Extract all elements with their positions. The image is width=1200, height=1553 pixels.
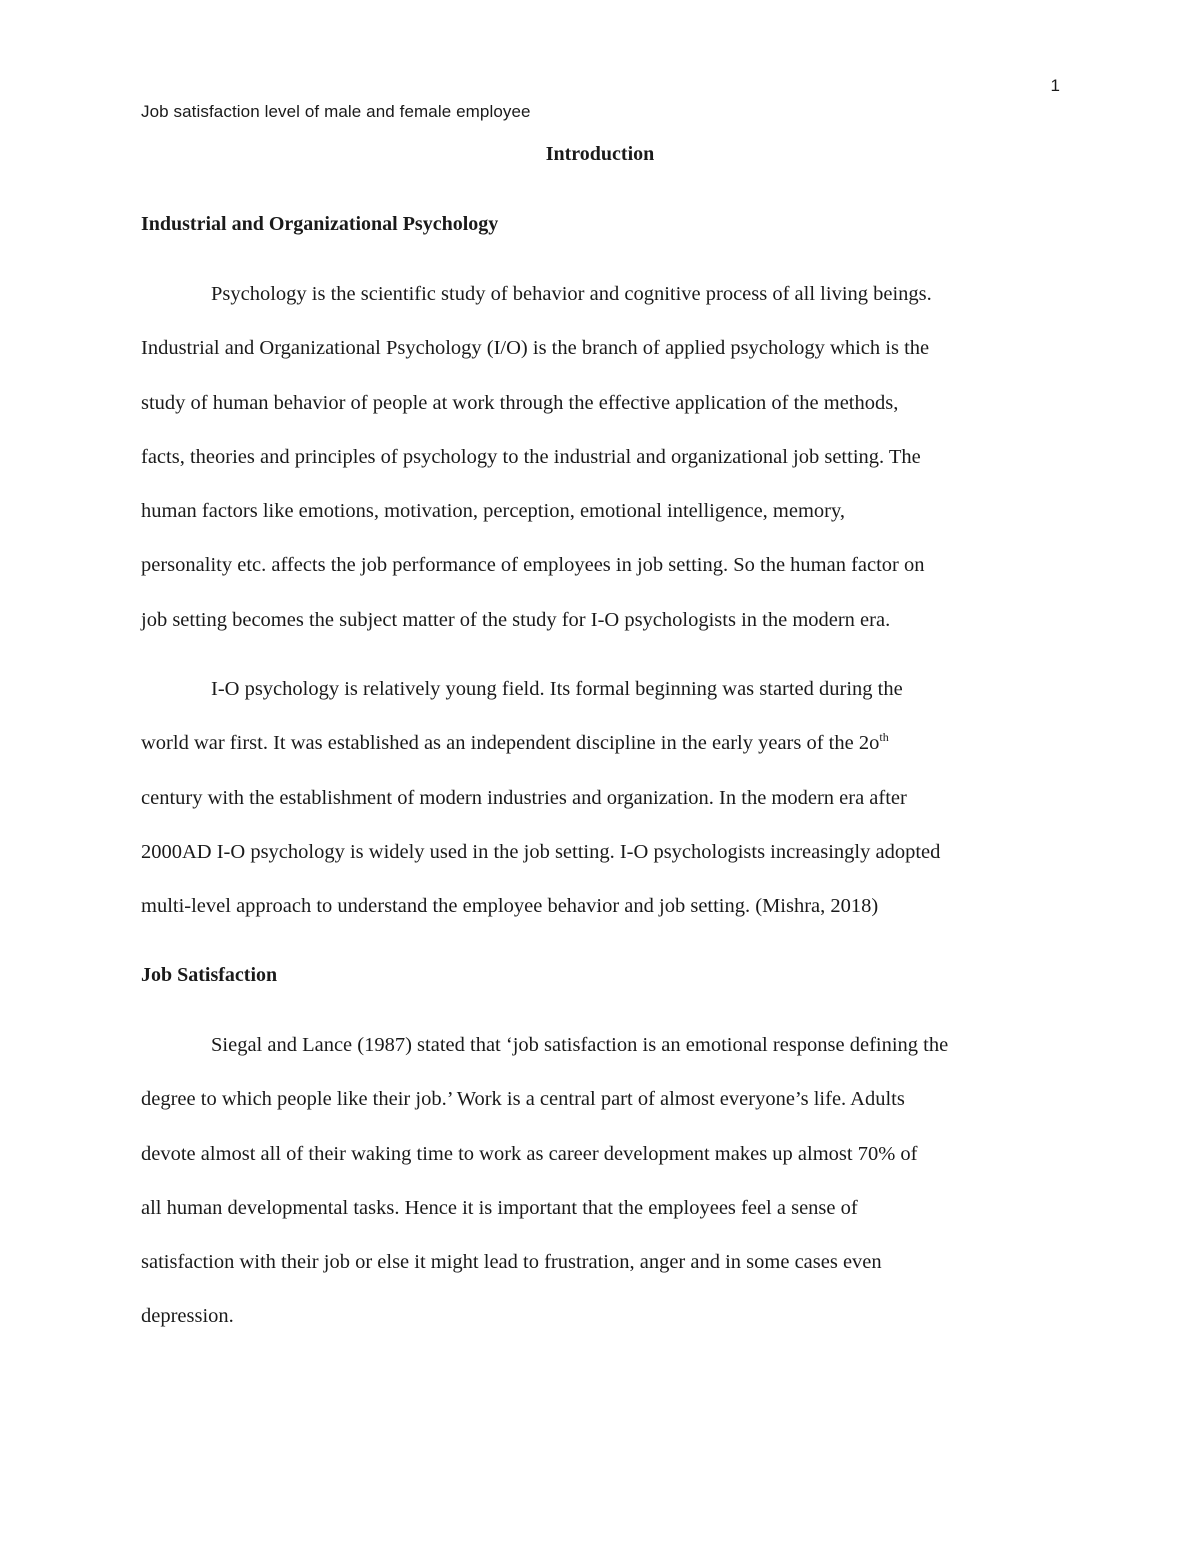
page-title: Introduction (545, 143, 655, 165)
superscript-ordinal: th (879, 730, 889, 745)
paragraph-line: human factors like emotions, motivation, perception, emotional intelligence, memory, (141, 500, 846, 523)
paragraph-line: depression. (141, 1305, 234, 1328)
paragraph-line: 2000AD I-O psychology is widely used in the job setting. I-O psychologists increasingly adopted (141, 840, 941, 863)
paragraph-line: satisfaction with their job or else it might lead to frustration, anger and in some cases even (141, 1251, 882, 1274)
paragraph-line: Siegal and Lance (1987) stated that ‘job satisfaction is an emotional response defining the (211, 1034, 949, 1056)
paragraph-line: study of human behavior of people at work through the effective application of the methods, (141, 391, 899, 414)
paragraph-line: Industrial and Organizational Psychology (I/O) is the branch of applied psychology which is the (141, 337, 930, 360)
paragraph-line: Psychology is the scientific study of behavior and cognitive process of all living beings. (211, 283, 932, 305)
paragraph-line: degree to which people like their job.’ Work is a central part of almost everyone’s life. Adults (141, 1088, 905, 1111)
paragraph-line (141, 716, 1066, 770)
running-head: Job satisfaction level of male and female employee (141, 102, 531, 121)
paragraph-job-satisfaction (141, 1018, 1066, 1344)
section-heading-io-psychology: Industrial and Organizational Psychology (141, 213, 499, 235)
paragraph-line: multi-level approach to understand the employee behavior and job setting. (Mishra, 2018) (141, 895, 879, 918)
paragraph-line: personality etc. affects the job performance of employees in job setting. So the human factor on (141, 554, 925, 577)
paragraph-line: century with the establishment of modern industries and organization. In the modern era after (141, 786, 907, 809)
paragraph-line: I-O psychology is relatively young field. Its formal beginning was started during the (211, 678, 903, 700)
page-number: 1 (1050, 76, 1060, 95)
paragraph-line: all human developmental tasks. Hence it is important that the employees feel a sense of (141, 1196, 858, 1219)
paragraph-line: devote almost all of their waking time to work as career development makes up almost 70% of (141, 1142, 918, 1165)
section-heading-job-satisfaction: Job Satisfaction (141, 964, 278, 986)
paragraph-io-history (141, 662, 1066, 933)
paragraph-line: facts, theories and principles of psychology to the industrial and organizational job setting. The (141, 445, 921, 468)
paragraph-line-text: world war first. It was established as an independent discipline in the early years of the 2o (141, 732, 880, 755)
paragraph-psychology-definition (141, 267, 1066, 647)
paragraph-line: job setting becomes the subject matter of the study for I-O psychologists in the modern era. (141, 608, 891, 631)
